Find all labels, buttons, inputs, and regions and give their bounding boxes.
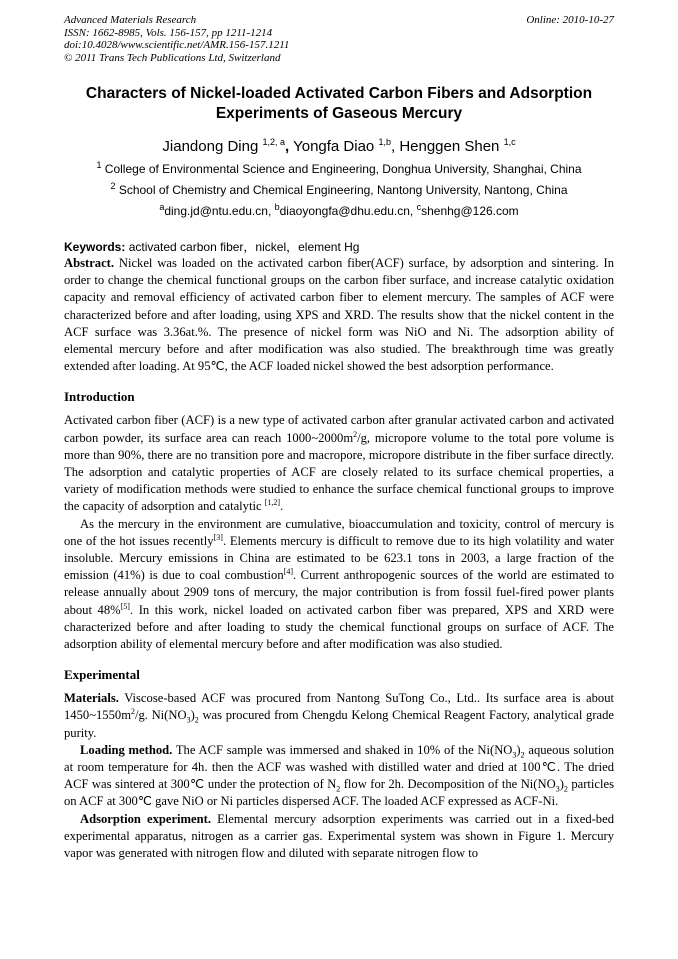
affiliation	[64, 162, 614, 177]
subscript: 3	[186, 715, 191, 725]
affiliation	[64, 183, 614, 198]
text-run: . In this work, nickel loaded on activated carbon fiber was prepared, XPS and XRD were characterized before and after loading to study the chemical functional groups on surface of ACF. The adsorption ability of elemental mercury before and after modification was also studied.	[64, 602, 614, 652]
keywords-label: Keywords:	[64, 240, 126, 254]
keywords-text: activated carbon fiber，nickel，element Hg	[125, 240, 360, 254]
citation[interactable]: [3]	[213, 532, 223, 542]
run-in-heading: Adsorption experiment.	[80, 811, 211, 826]
subscript: 3	[555, 784, 560, 794]
superscript: 2	[353, 429, 358, 439]
affiliation-text: College of Environmental Science and Engineering, Donghua University, Shanghai, China	[104, 162, 582, 176]
text-run: .	[280, 499, 284, 514]
journal-header	[64, 14, 614, 64]
journal-issn: ISSN: 1662-8985, Vols. 156-157, pp 1211-1214	[64, 26, 273, 39]
text-run: Activated carbon fiber (ACF) is a new type of activated carbon after granular activated carbon and activated carbon powder, its surface area can reach 1000~2000m	[64, 413, 614, 445]
email-list: $^a$ding.jd@ntu.edu.cn, $^b$diaoyongfa@dhu.edu.cn, $^c$shenhg@126.com	[159, 202, 519, 218]
subscript: 3	[512, 750, 517, 760]
paper-page	[64, 14, 614, 862]
subscript: 2	[194, 715, 199, 725]
author-list: Jiandong Ding $^{1,2, a}$, Yongfa Diao $^{1,b}$, Henggen Shen $^{1,c}$	[162, 137, 516, 155]
paragraph	[64, 412, 614, 515]
text-run: . Elements mercury is difficult to remove due to its high volatility and water insoluble. Mercury emissions in China are estimated to be 623.1 tons in 2003, a large fraction of the emission (41%) is due to coal combustion	[64, 533, 614, 583]
subscript: 2	[336, 784, 341, 794]
author-name: Jiandong Ding	[162, 138, 259, 155]
journal-name: Advanced Materials Research	[64, 14, 197, 26]
text-run: flow for 2h. Decomposition of the Ni(NO	[340, 777, 556, 792]
citation[interactable]: [5]	[120, 601, 130, 611]
paper-body	[64, 255, 614, 862]
journal-info	[64, 14, 289, 64]
abstract	[64, 255, 614, 375]
email-mark: b	[274, 202, 280, 212]
email[interactable]: diaoyongfa@dhu.edu.cn	[279, 204, 410, 218]
run-in-heading: Materials.	[64, 691, 119, 706]
superscript: 2	[130, 707, 135, 717]
text-run: Elemental mercury adsorption experiments was carried out in a fixed-bed experimental apparatus, nitrogen as a carrier gas. Experimental system was shown in Figure 1. Mercury vapor was generated with nitrogen flow and diluted with separate nitrogen flow to	[64, 811, 614, 861]
text-run: )	[559, 777, 564, 792]
journal-doi[interactable]: doi:10.4028/www.scientific.net/AMR.156-157.1211	[64, 39, 290, 51]
section-heading-experimental: Experimental	[64, 667, 140, 683]
run-in-heading: Loading method.	[80, 742, 173, 757]
journal-copyright: © 2011 Trans Tech Publications Ltd, Switzerland	[64, 51, 281, 64]
affiliation-mark: 2	[110, 181, 116, 191]
abstract-label: Abstract.	[64, 256, 115, 270]
author-name: Yongfa Diao	[293, 138, 375, 155]
affiliation-mark: 1	[96, 160, 102, 170]
affiliation-text: School of Chemistry and Chemical Engineering, Nantong University, Nantong, China	[118, 183, 568, 197]
email[interactable]: shenhg@126.com	[421, 204, 519, 218]
citation[interactable]: [1,2]	[264, 498, 281, 508]
author-affiliation-mark: 1,b	[378, 137, 391, 147]
text-run: )	[190, 708, 195, 723]
online-date: Online: 2010-10-27	[526, 14, 614, 26]
text-run: was procured from Chengdu Kelong Chemical Reagent Factory, analytical grade purity.	[64, 708, 614, 740]
text-run: Viscose-based ACF was procured from Nantong SuTong Co., Ltd.. Its surface area is about 1450~1550m	[64, 691, 614, 723]
author-name: Henggen Shen	[399, 138, 500, 155]
abstract-text: Nickel was loaded on the activated carbon fiber(ACF) surface, by adsorption and sintering. In order to change the chemical functional groups on the carbon fiber surface, and increase catalytic oxidation capacity and removal efficiency of activated carbon fiber to element mercury. The samples of ACF were characterized before and after loading, using XPS and XRD. The results show that the nickel content in the ACF surface was 3.36at.%. The presence of nickel form was NiO and Ni. The adsorption ability of elemental mercury before and after modification was also studied. The breakthrough time was greatly extended after loading. At 95℃, the ACF loaded nickel showed the best adsorption performance.	[64, 256, 614, 374]
text-run: particles on ACF at 300℃ gave NiO or Ni particles dispersed ACF. The loaded ACF expressed as ACF-Ni.	[64, 777, 614, 809]
author-affiliation-mark: 1,2, a	[262, 137, 286, 147]
subscript: 2	[520, 750, 525, 760]
text-run: aqueous solution at room temperature for 4h. then the ACF was washed with distilled water and dried at 100℃. The dried ACF was sintered at 300℃ under the protection of N	[64, 742, 614, 792]
paragraph	[64, 742, 614, 811]
email-mark: c	[416, 202, 422, 212]
author-affiliation-mark: 1,c	[503, 137, 516, 147]
paper-title: Characters of Nickel-loaded Activated Carbon Fibers and Adsorption Experiments of Gaseous Mercury	[85, 85, 593, 122]
paragraph	[64, 690, 614, 742]
citation[interactable]: [4]	[283, 567, 293, 577]
text-run: /g. Ni(NO	[134, 708, 187, 723]
text-run: /g, micropore volume to the total pore volume is more than 90%, there are no transition pore and macropore, micropore distribute in the fiber surface directly. The adsorption and catalytic properties of ACF are closely related to its surface chemical properties, a variety of modification methods were studied to enhance the surface chemical functional groups to improve the capacity of adsorption and catalytic	[64, 430, 615, 514]
subscript: 2	[563, 784, 568, 794]
keywords	[64, 240, 614, 255]
email-mark: a	[159, 202, 165, 212]
section-heading-introduction: Introduction	[64, 389, 135, 405]
paragraph	[64, 811, 614, 863]
text-run: )	[516, 742, 521, 757]
email[interactable]: ding.jd@ntu.edu.cn	[164, 204, 268, 218]
text-run: The ACF sample was immersed and shaked in 10% of the Ni(NO	[172, 742, 513, 757]
text-run: . Current anthropogenic sources of the world are estimated to release annually about 2909 tons of mercury, the major contribution is from fossil fuel-fired power plants about 48%	[64, 568, 615, 617]
paragraph	[64, 516, 614, 654]
text-run: As the mercury in the environment are cumulative, bioaccumulation and toxicity, control of mercury is one of the hot issues recently	[64, 516, 614, 548]
